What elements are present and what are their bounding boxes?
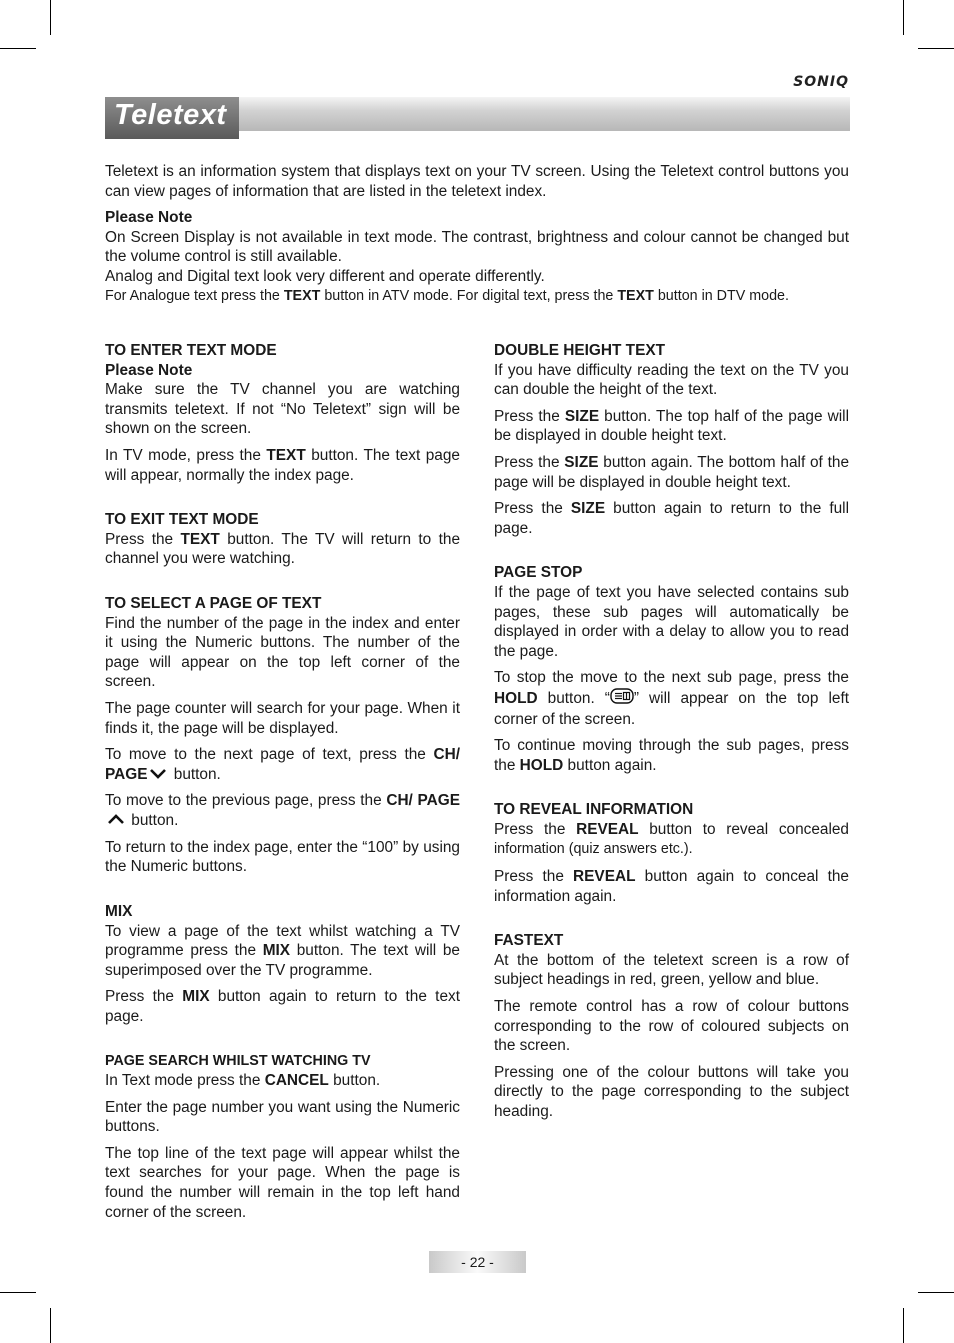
paragraph: In Text mode press the CANCEL button.: [105, 1072, 381, 1090]
paragraph: Make sure the TV channel you are watching transmits teletext. If not “No Teletext” sign will be shown on the screen.: [105, 381, 460, 438]
paragraph: To return to the index page, enter the “100” by using the Numeric buttons.: [105, 838, 460, 876]
paragraph: To move to the previous page, press the CH/ PAGE button.: [105, 792, 460, 830]
paragraph: Enter the page number you want using the Numeric buttons.: [105, 1098, 460, 1136]
crop-mark: [918, 48, 954, 49]
crop-mark: [0, 1292, 36, 1293]
paragraph: The page counter will search for your page. When it finds it, the page will be displayed.: [105, 699, 460, 737]
hold-icon: [610, 688, 634, 710]
crop-mark: [50, 0, 51, 35]
paragraph: The remote control has a row of colour buttons corresponding to the row of coloured subjects on the screen.: [494, 998, 849, 1055]
paragraph: Find the number of the page in the index and enter it using the Numeric buttons. The number of the page will appear on the top left corner of the screen.: [105, 614, 460, 691]
section-heading: TO ENTER TEXT MODE: [105, 342, 277, 359]
paragraph: Press the SIZE button again. The bottom half of the page will be displayed in double height text.: [494, 453, 849, 491]
paragraph: Press the REVEAL button to reveal concealed information (quiz answers etc.).: [494, 820, 849, 858]
section-heading: FASTEXT: [494, 932, 564, 950]
section-heading: PAGE STOP: [494, 564, 583, 582]
paragraph: Press the REVEAL button again to conceal the information again.: [494, 868, 849, 905]
section-heading: TO EXIT TEXT MODE: [105, 511, 259, 529]
paragraph: Pressing one of the colour buttons will take you directly to the page corresponding to the subject heading.: [494, 1063, 849, 1120]
paragraph: Press the TEXT button. The TV will return to the channel you were watching.: [105, 530, 460, 568]
page-number: - 22 -: [429, 1251, 526, 1273]
section-heading: TO REVEAL INFORMATION: [494, 801, 694, 819]
right-column: [494, 341, 849, 1129]
paragraph: In TV mode, press the TEXT button. The text page will appear, normally the index page.: [105, 446, 460, 484]
crop-mark: [918, 1292, 954, 1293]
paragraph: To continue moving through the sub pages, press the HOLD button again.: [494, 737, 849, 774]
section-heading: MIX: [105, 902, 133, 920]
paragraph: At the bottom of the teletext screen is a row of subject headings in red, green, yellow and blue.: [494, 951, 849, 989]
paragraph: To move to the next page of text, press the CH/ PAGE button.: [105, 746, 460, 783]
brand-logo: SONIQ: [793, 74, 849, 90]
intro-section: [105, 162, 849, 306]
crop-mark: [903, 1308, 904, 1343]
paragraph: If you have difficulty reading the text on the TV you can double the height of the text.: [494, 361, 849, 399]
note-text: On Screen Display is not available in text mode. The contrast, brightness and colour cannot be changed but the volume control is still available.: [105, 228, 849, 266]
paragraph: Press the SIZE button. The top half of the page will be displayed in double height text.: [494, 407, 849, 445]
paragraph: If the page of text you have selected contains sub pages, these sub pages will automatically be displayed in order with a delay to allow you to read the page.: [494, 583, 849, 660]
crop-mark: [0, 48, 36, 49]
paragraph: To stop the move to the next sub page, press the HOLD button. “ ” will appear on the top left corner of the screen.: [494, 669, 849, 728]
crop-mark: [903, 0, 904, 35]
crop-mark: [50, 1308, 51, 1343]
note-heading: Please Note: [105, 209, 193, 227]
chevron-down-icon: [149, 765, 167, 785]
paragraph: The top line of the text page will appear whilst the text searches for your page. When the page is found the number will remain in the top left hand corner of the screen.: [105, 1144, 460, 1221]
section-heading: DOUBLE HEIGHT TEXT: [494, 342, 666, 359]
intro-paragraph: Teletext is an information system that displays text on your TV screen. Using the Teletext control buttons you can view pages of information that are listed in the teletext index.: [105, 163, 849, 200]
paragraph: To view a page of the text whilst watching a TV programme press the MIX button. The text will be superimposed over the TV programme.: [105, 922, 460, 979]
paragraph: Press the MIX button again to return to the text page.: [105, 988, 460, 1025]
paragraph: Press the SIZE button again to return to the full page.: [494, 500, 850, 537]
left-column: [105, 341, 460, 1229]
note-text: Analog and Digital text look very different and operate differently.: [105, 267, 545, 285]
section-heading: TO SELECT A PAGE OF TEXT: [105, 594, 322, 612]
note-heading: Please Note: [105, 361, 193, 379]
page-title: Teletext: [114, 99, 227, 131]
note-text: For Analogue text press the TEXT button in ATV mode. For digital text, press the TEXT button in DTV mode.: [105, 287, 789, 304]
section-heading: PAGE SEARCH WHILST WATCHING TV: [105, 1052, 371, 1069]
chevron-up-icon: [107, 811, 125, 831]
